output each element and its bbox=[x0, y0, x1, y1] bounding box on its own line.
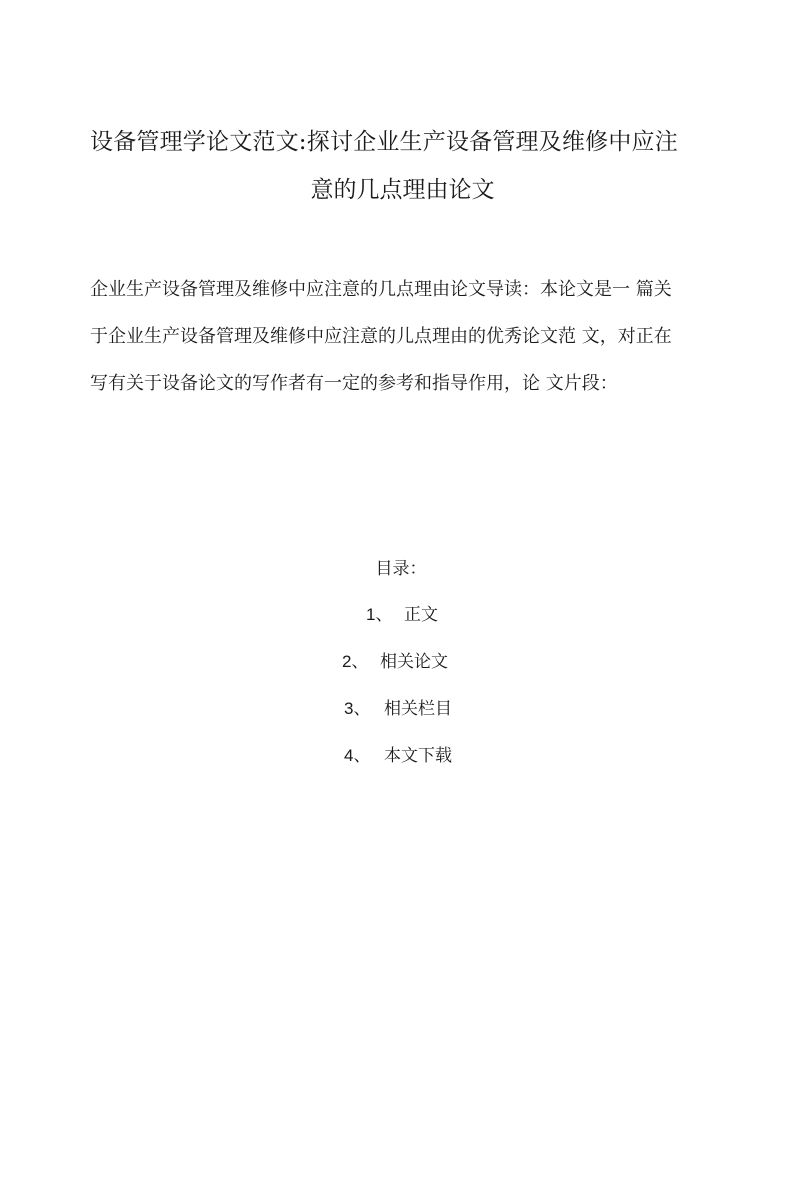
toc-item-download[interactable] bbox=[0, 743, 800, 790]
toc-item-number: 2、 bbox=[342, 652, 369, 671]
toc-item-label: 本文下载 bbox=[384, 746, 452, 766]
toc-item-label: 相关栏目 bbox=[384, 699, 452, 719]
intro-line: 企业生产设备管理及维修中应注意的几点理由论文导读：本论文是一 篇关 bbox=[90, 279, 672, 300]
intro-line: 写有关于设备论文的写作者有一定的参考和指导作用，论 文片段： bbox=[90, 373, 618, 394]
toc-item-number: 4、 bbox=[344, 746, 371, 765]
toc-item-related-papers[interactable] bbox=[0, 649, 800, 696]
intro-paragraph bbox=[90, 266, 720, 407]
toc-item-label: 相关论文 bbox=[380, 652, 448, 672]
document-title-line-2: 意的几点理由论文 bbox=[310, 177, 495, 203]
toc-item-related-columns[interactable] bbox=[0, 696, 800, 743]
table-of-contents bbox=[0, 602, 800, 790]
toc-item-label: 正文 bbox=[404, 605, 438, 625]
toc-item-number: 3、 bbox=[344, 699, 371, 718]
toc-item-number: 1、 bbox=[366, 605, 393, 624]
toc-heading: 目录： bbox=[375, 559, 427, 579]
document-title-line-1: 设备管理学论文范文:探讨企业生产设备管理及维修中应注 bbox=[90, 129, 678, 155]
toc-item-main-text[interactable] bbox=[0, 602, 800, 649]
intro-line: 于企业生产设备管理及维修中应注意的儿点理由的优秀论文范 文，对正在 bbox=[90, 326, 672, 347]
